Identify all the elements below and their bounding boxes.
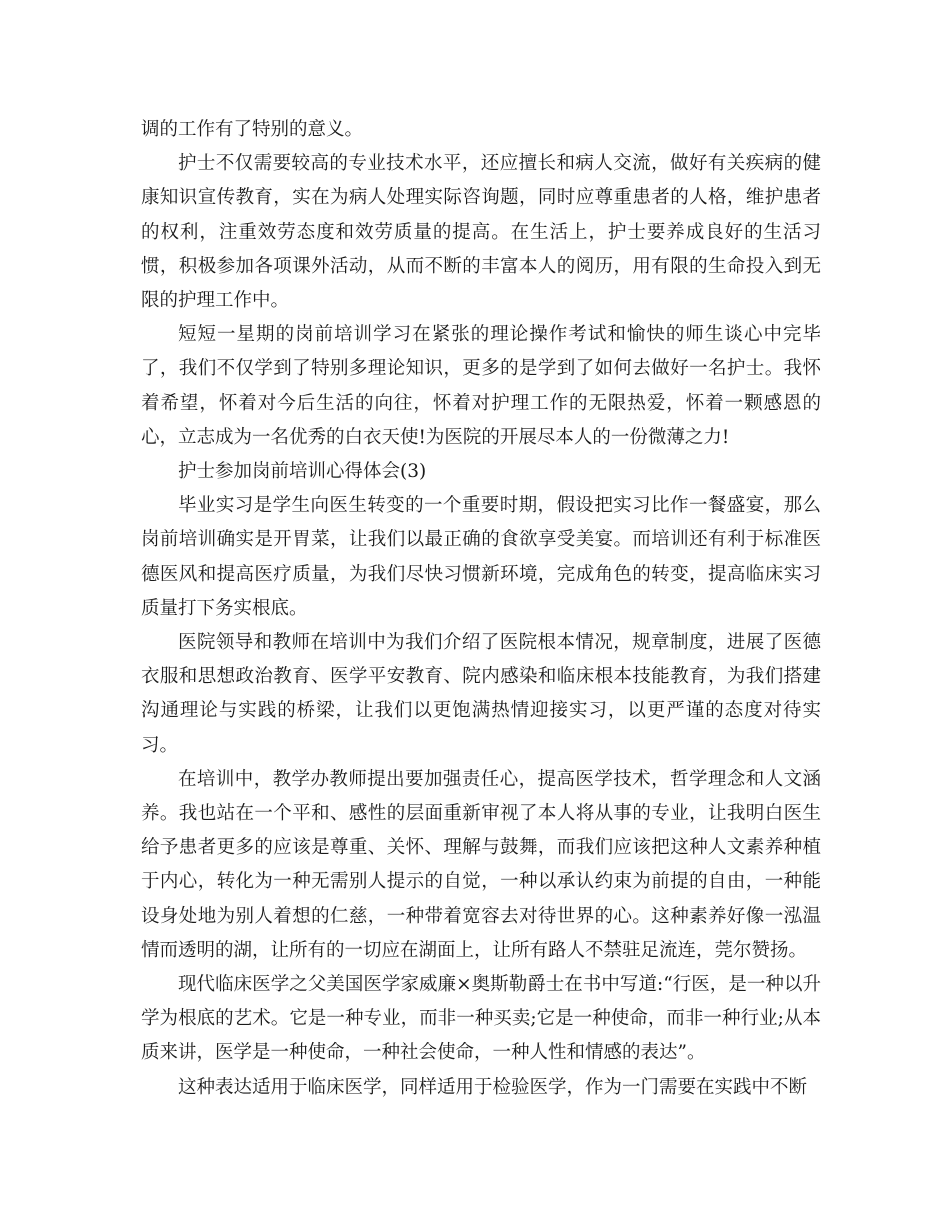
paragraph: 护士不仅需要较高的专业技术水平，还应擅长和病人交流，做好有关疾病的健康知识宣传教育，实在为病人处理实际咨询题，同时应尊重患者的人格，维护患者的权利，注重效劳态度和效劳质量的提高。在生活上，护士要养成良好的生活习惯，积极参加各项课外活动，从而不断的丰富本人的阅历，用有限的生命投入到无限的护理工作中。 [141,153,821,312]
paragraph: 医院领导和教师在培训中为我们介绍了医院根本情况，规章制度，进展了医德衣服和思想政治教育、医学平安教育、院内感染和临床根本技能教育，为我们搭建沟通理论与实践的桥梁，让我们以更饱满热情迎接实习，以更严谨的态度对待实习。 [141,632,821,756]
document-body [141,113,821,1105]
paragraph: 短短一星期的岗前培训学习在紧张的理论操作考试和愉快的师生谈心中完毕了，我们不仅学到了特别多理论知识，更多的是学到了如何去做好一名护士。我怀着希望，怀着对今后生活的向往，怀着对护理工作的无限热爱，怀着一颗感恩的心，立志成为一名优秀的白衣天使!为医院的开展尽本人的一份微薄之力! [141,324,821,448]
paragraph: 这种表达适用于临床医学，同样适用于检验医学，作为一门需要在实践中不断 [178,1076,808,1098]
paragraph: 现代临床医学之父美国医学家威廉×奥斯勒爵士在书中写道:“行医，是一种以升学为根底的艺术。它是一种专业，而非一种买卖;它是一种使命，而非一种行业;从本质来讲，医学是一种使命，一种社会使命，一种人性和情感的表达”。 [141,974,821,1064]
paragraph: 在培训中，教学办教师提出要加强责任心，提高医学技术，哲学理念和人文涵养。我也站在一个平和、感性的层面重新审视了本人将从事的专业，让我明白医生给予患者更多的应该是尊重、关怀、理解与鼓舞，而我们应该把这种人文素养种植于内心，转化为一种无需别人提示的自觉，一种以承认约束为前提的自由，一种能设身处地为别人着想的仁慈，一种带着宽容去对待世界的心。这种素养好像一泓温情而透明的湖，让所有的一切应在湖面上，让所有路人不禁驻足流连，莞尔赞扬。 [141,768,821,961]
paragraph: 毕业实习是学生向医生转变的一个重要时期，假设把实习比作一餐盛宴，那么岗前培训确实是开胃菜，让我们以最正确的食欲享受美宴。而培训还有利于标准医德医风和提高医疗质量，为我们尽快习惯新环境，完成角色的转变，提高临床实习质量打下务实根底。 [141,495,821,619]
paragraph-continuation: 调的工作有了特别的意义。 [141,119,364,140]
section-heading: 护士参加岗前培训心得体会(3) [178,461,427,483]
